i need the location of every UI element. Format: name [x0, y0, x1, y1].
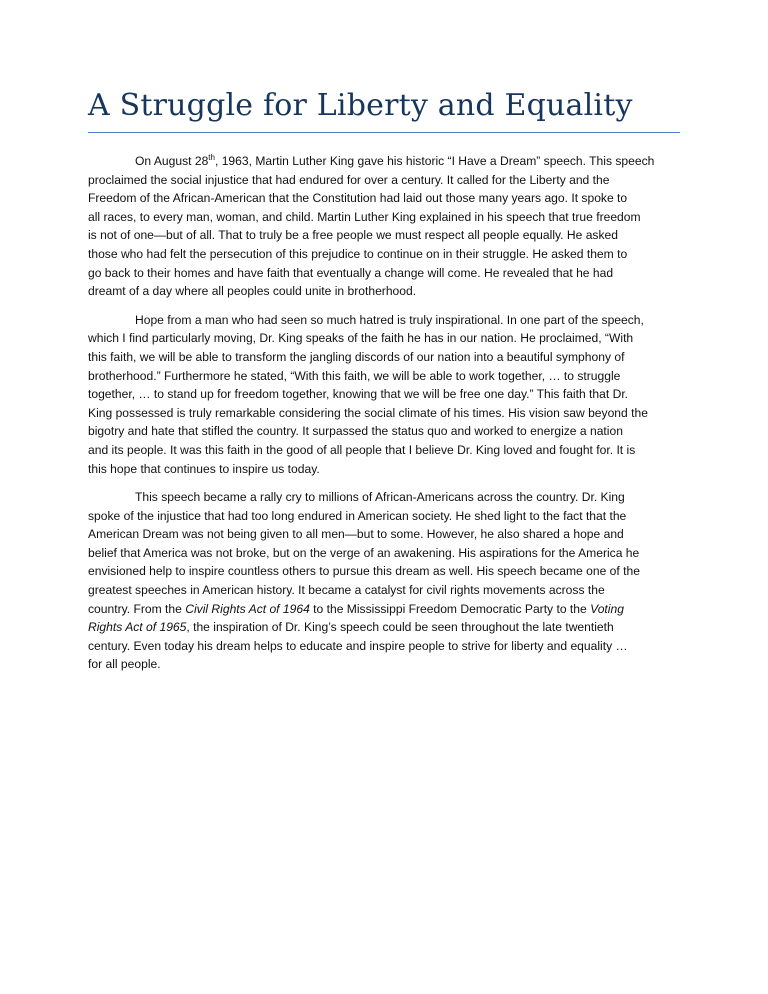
text-line — [88, 385, 680, 404]
italic-text: Civil Rights Act of 1964 — [185, 601, 310, 616]
text-line — [88, 581, 680, 600]
text-line — [88, 441, 680, 460]
text-line — [88, 422, 680, 441]
text-line — [88, 171, 680, 190]
text-run: go back to their homes and have faith that eventually a change will come. He revealed that he had — [88, 265, 614, 280]
text-run: this hope that continues to inspire us today. — [88, 461, 320, 476]
text-line — [88, 264, 680, 283]
text-line — [88, 544, 680, 563]
text-line — [88, 637, 680, 656]
text-run: this faith, we will be able to transform the jangling discords of our nation into a beautiful symphony of — [88, 349, 625, 364]
text-run: , the inspiration of Dr. King’s speech could be seen throughout the late twentieth — [186, 620, 614, 635]
text-run: all races, to every man, woman, and child. Martin Luther King explained in his speech that true freedom — [88, 209, 641, 224]
text-run: spoke of the injustice that had too long endured in American society. He shed light to the fact that the — [88, 508, 627, 523]
text-run: American Dream was not being given to all men—but to some. However, he also shared a hope and — [88, 527, 624, 542]
text-run: those who had felt the persecution of this prejudice to continue on in their struggle. He asked them to — [88, 246, 628, 261]
italic-text: Voting — [590, 601, 624, 616]
text-run: and its people. It was this faith in the good of all people that I believe Dr. King loved and fought for. It is — [88, 442, 636, 457]
text-line — [88, 488, 680, 507]
text-line — [88, 618, 680, 637]
text-run: which I find particularly moving, Dr. King speaks of the faith he has in our nation. He proclaimed, “With — [88, 331, 634, 346]
text-run: envisioned help to inspire countless others to pursue this dream as well. His speech became one of the — [88, 564, 640, 579]
paragraph — [88, 311, 680, 478]
text-run: together, … to stand up for freedom together, knowing that we will be free one day.” This faith that Dr. — [88, 387, 629, 402]
text-run: King possessed is truly remarkable considering the social climate of his times. His vision saw beyond the — [88, 405, 648, 420]
document-title: A Struggle for Liberty and Equality — [88, 88, 633, 123]
text-line — [88, 507, 680, 526]
text-line — [88, 282, 680, 301]
text-line — [88, 525, 680, 544]
superscript-text: th — [208, 153, 215, 162]
text-run: This speech became a rally cry to millions of African-Americans across the country. Dr. King — [135, 490, 625, 505]
text-line — [88, 189, 680, 208]
text-line — [88, 226, 680, 245]
text-run: greatest speeches in American history. It became a catalyst for civil rights movements across the — [88, 583, 605, 598]
text-line — [88, 348, 680, 367]
text-line — [88, 404, 680, 423]
text-run: country. From the — [88, 601, 186, 616]
text-run: dreamt of a day where all peoples could unite in brotherhood. — [88, 284, 417, 299]
text-run: century. Even today his dream helps to educate and inspire people to strive for liberty and equality … — [88, 638, 628, 653]
text-line — [88, 208, 680, 227]
text-line — [88, 245, 680, 264]
document-body — [88, 152, 680, 684]
italic-text: Rights Act of 1965 — [88, 620, 187, 635]
text-line — [88, 460, 680, 479]
title-underline — [88, 132, 680, 133]
text-line — [88, 329, 680, 348]
text-run: for all people. — [88, 657, 161, 672]
text-run: On August 28 — [135, 154, 209, 168]
text-run: bigotry and hate that stifled the country. It surpassed the status quo and worked to energize a nation — [88, 424, 623, 439]
text-line — [88, 655, 680, 674]
text-line — [88, 562, 680, 581]
text-line — [88, 367, 680, 386]
text-run: proclaimed the social injustice that had endured for over a century. It called for the Liberty and the — [88, 172, 610, 187]
text-run: Freedom of the African-American that the Constitution had laid out those many years ago. It spoke to — [88, 191, 628, 206]
text-run: Hope from a man who had seen so much hatred is truly inspirational. In one part of the speech, — [135, 312, 644, 327]
text-line — [88, 600, 680, 619]
text-run: belief that America was not broke, but on the verge of an awakening. His aspirations for the America he — [88, 545, 640, 560]
paragraph — [88, 488, 680, 674]
text-run: brotherhood.” Furthermore he stated, “With this faith, we will be able to work together, … to struggle — [88, 368, 621, 383]
paragraph — [88, 152, 680, 301]
text-line — [88, 311, 680, 330]
text-run: is not of one—but of all. That to truly be a free people we must respect all people equally. He asked — [88, 228, 618, 243]
text-line — [88, 152, 680, 171]
text-run: , 1963, Martin Luther King gave his historic “I Have a Dream” speech. This speech — [214, 154, 655, 168]
text-run: to the Mississippi Freedom Democratic Party to the — [309, 601, 591, 616]
